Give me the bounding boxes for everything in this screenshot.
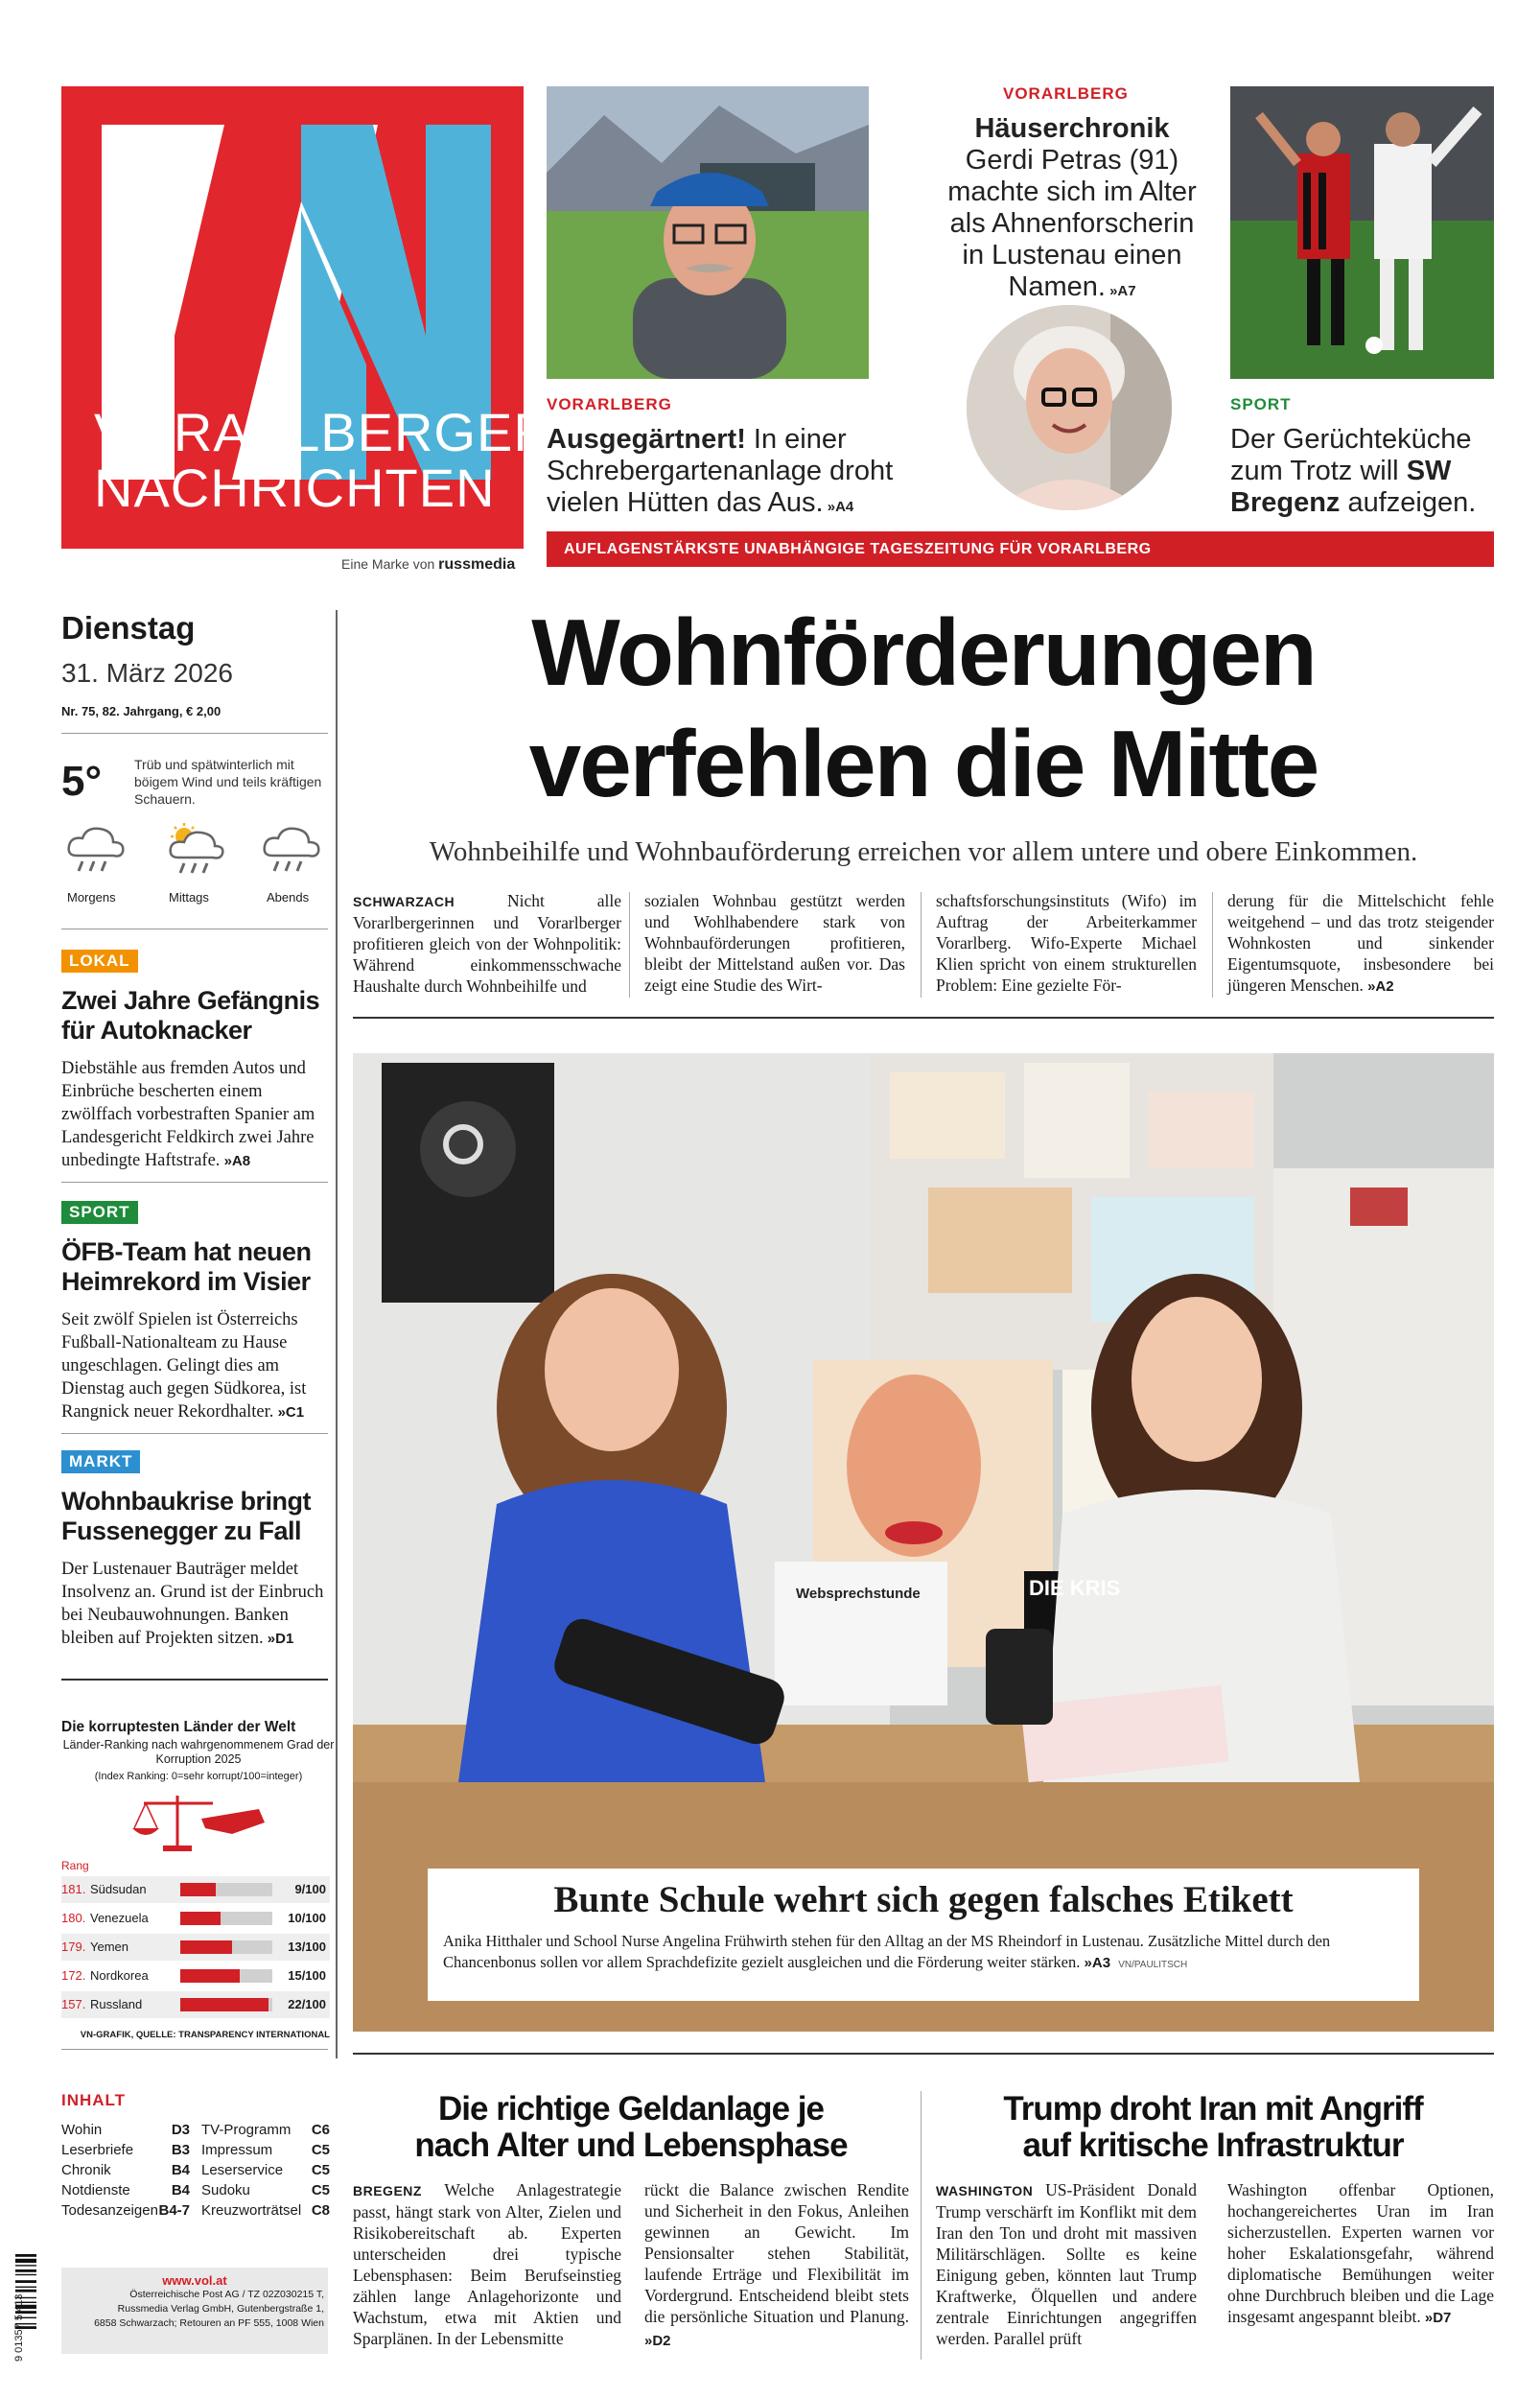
main-photo-school[interactable]: [353, 1053, 1494, 2032]
sun-rain-cloud-icon: [163, 823, 226, 877]
grandmother-photo-illustration: [967, 305, 1172, 510]
footer-box: [61, 2268, 328, 2354]
divider: [61, 733, 328, 734]
bribery-scale-icon: [125, 1790, 268, 1857]
chart-source: VN-GRAFIK, QUELLE: TRANSPARENCY INTERNATIONAL: [80, 2030, 330, 2040]
inhalt-label: TV-Programm: [201, 2122, 292, 2138]
section-tag-lokal: LOKAL: [61, 950, 138, 973]
chart-rank: 157.: [61, 1997, 86, 2011]
inhalt-row[interactable]: [61, 2160, 190, 2180]
markt-ref[interactable]: »D1: [263, 1631, 294, 1647]
chart-bar: [180, 1940, 232, 1954]
main-place: SCHWARZACH: [353, 894, 455, 909]
inhalt-left: [61, 2120, 190, 2221]
section-tag-sport: SPORT: [61, 1201, 138, 1224]
poster-text-websprechstunde: Websprechstunde: [796, 1586, 921, 1602]
chart-category-label: Nordkorea: [90, 1968, 149, 1983]
bottom-left-col1: [353, 2179, 621, 2349]
chart-row: [61, 1905, 330, 1932]
chart-rank: 172.: [61, 1968, 86, 1983]
date-date: 31. März 2026: [61, 658, 233, 688]
inhalt-right: [201, 2120, 330, 2221]
inhalt-label: Leserbriefe: [61, 2142, 134, 2158]
footer-line2: Russmedia Verlag GmbH, Gutenbergstraße 1,: [117, 2303, 324, 2315]
weather-temp: 5°: [61, 758, 103, 805]
chart-rank-label: Rang: [61, 1859, 89, 1872]
teaser3-body2: aufzeigen.: [1340, 487, 1477, 518]
inhalt-label: Sudoku: [201, 2182, 250, 2198]
teaser3-kicker: SPORT: [1230, 395, 1292, 413]
sport-ref[interactable]: »C1: [273, 1404, 305, 1421]
weather-slot-noon: Mittags: [169, 890, 209, 905]
inhalt-row[interactable]: [201, 2180, 330, 2200]
markt-text: [61, 1558, 332, 1651]
poster-text-krise: DIE KRIS: [1029, 1576, 1121, 1600]
chart-value-label: 9/100: [294, 1882, 326, 1896]
teaser-photo-grandmother[interactable]: [967, 305, 1172, 510]
photo-caption-text: Anika Hitthaler und School Nurse Angelina Frühwirth stehen für den Alltag an der MS Rheindorf in Lustenau. Zusätzliche Mittel durch den Chancenbonus sollen vor allem Sprachdefizite gezielt ausgleichen und die Förderung weiter stärken.: [443, 1932, 1331, 1971]
barcode-bar: [15, 2259, 36, 2263]
inhalt-page: B4: [171, 2162, 190, 2178]
brand-note-prefix: Eine Marke von: [341, 556, 435, 572]
main-headline-line2[interactable]: verfehlen die Mitte: [528, 711, 1318, 816]
chart-category-label: Yemen: [90, 1940, 128, 1954]
chart-value-label: 22/100: [288, 1997, 326, 2011]
chart-plot: [61, 1876, 330, 2020]
main-col4: [1227, 890, 1494, 998]
photo-ref[interactable]: »A3: [1080, 1955, 1111, 1971]
inhalt-row[interactable]: [201, 2140, 330, 2160]
chart-category-label: Venezuela: [90, 1911, 149, 1925]
sidebar-divider: [336, 610, 338, 2058]
barcode-bar: [15, 2265, 36, 2266]
vn-logo[interactable]: [61, 86, 553, 549]
barcode-bar: [15, 2287, 36, 2288]
bottom-right-headline[interactable]: [932, 2091, 1494, 2164]
sport-text: [61, 1308, 332, 1424]
photo-headline[interactable]: Bunte Schule wehrt sich gegen falsches Etikett: [553, 1879, 1294, 1920]
chart-title: Die korruptesten Länder der Welt: [61, 1719, 296, 1735]
bottom-right-col2-text: Washington offenbar Optionen, hochangereichertes Uran im Iran sicherzustellen. Experten warnen vor hoher Eskalationsgefahr, während diplomatische Bemühungen weiter ohne Durchbruch bleiben und die Lage insgesamt angespannt bleibt.: [1227, 2180, 1494, 2326]
teaser2-ref: »A7: [1105, 283, 1136, 299]
bottom-left-headline2: nach Alter und Lebensphase: [414, 2127, 848, 2164]
inhalt-row[interactable]: [61, 2140, 190, 2160]
teaser-photo-gardener[interactable]: [547, 86, 869, 379]
column-rule: [921, 2091, 922, 2360]
bottom-left-col2: [644, 2179, 909, 2352]
chart-row: [61, 1876, 330, 1903]
teaser1-bold: Ausgegärtnert!: [547, 424, 746, 455]
gardener-photo-illustration: [547, 86, 869, 379]
inhalt-row[interactable]: [61, 2120, 190, 2140]
bottom-left-headline1: Die richtige Geldanlage je: [438, 2090, 824, 2128]
inhalt-row[interactable]: [201, 2120, 330, 2140]
footer-line3: 6858 Schwarzach; Retouren an PF 555, 1008 Wien: [94, 2317, 324, 2329]
chart-row: [61, 1963, 330, 1989]
bottom-right-headline1: Trump droht Iran mit Angriff: [1003, 2090, 1423, 2128]
chart-rank: 181.: [61, 1882, 86, 1896]
footer-url[interactable]: www.vol.at: [162, 2273, 227, 2288]
bottom-right-col2: [1227, 2179, 1494, 2329]
markt-headline[interactable]: Wohnbaukrise bringt Fussenegger zu Fall: [61, 1487, 312, 1545]
lokal-ref[interactable]: »A8: [220, 1153, 251, 1169]
inhalt-title: INHALT: [61, 2091, 127, 2109]
bottom-left-col1-text: Welche Anlagestrategie passt, hängt stark von Alter, Zielen und Risikobereitschaft ab. Experten unterscheiden drei typische Lebensphasen: Beim Berufseinstieg zählen lange Anlagehorizonte und Wachstum, etwa mit Aktien und Sparplänen. In der Lebensmitte: [353, 2180, 621, 2348]
chart-rank: 180.: [61, 1911, 86, 1925]
barcode-bar: [15, 2254, 36, 2257]
inhalt-label: Todesanzeigen: [61, 2202, 158, 2219]
main-col2: sozialen Wohnbau gestützt werden und Wohlhabendere stark von Wohnbauförderungen profitieren, bleibt der Mittelstand außen vor. Das zeigt eine Studie des Wirt-: [644, 891, 905, 995]
chart-value-label: 13/100: [288, 1940, 326, 1954]
weather-forecast: [61, 823, 330, 909]
divider: [353, 2053, 1494, 2055]
main-col4-text: derung für die Mittelschicht fehle weitgehend – und das trotz steigender Wohnkosten und sinkender Eigentumsquote, insbesondere bei jüngeren Menschen.: [1227, 891, 1494, 995]
teaser2-body: Gerdi Petras (91) machte sich im Alter als Ahnenforscherin in Lustenau einen Namen.: [947, 145, 1197, 302]
teaser2-text[interactable]: [942, 113, 1202, 307]
bottom-left-ref[interactable]: »D2: [644, 2333, 671, 2349]
barcode-bar: [15, 2290, 36, 2292]
inhalt-page: D3: [171, 2122, 190, 2138]
rain-cloud-icon: [65, 823, 128, 877]
lokal-headline[interactable]: Zwei Jahre Gefängnis für Autoknacker: [61, 986, 320, 1045]
divider: [353, 1017, 1494, 1019]
teaser1-body: In einer Schrebergartenanlage droht vielen Hütten das Aus.: [547, 424, 894, 518]
divider: [61, 2049, 328, 2050]
barcode-bar: [15, 2274, 36, 2275]
teaser-photo-football[interactable]: [1230, 86, 1494, 379]
inhalt-row[interactable]: [201, 2160, 330, 2180]
barcode-number: 9 01357 5 413: [13, 2293, 25, 2362]
inhalt-row[interactable]: [61, 2180, 190, 2200]
inhalt-page: C6: [311, 2122, 330, 2138]
section-tag-markt: MARKT: [61, 1450, 140, 1473]
weather-slot-morning: Morgens: [67, 890, 116, 905]
teaser2-bold: Häuserchronik: [974, 113, 1170, 144]
divider: [61, 1679, 328, 1681]
main-col3: schaftsforschungsinstituts (Wifo) im Auftrag der Arbeiterkammer Vorarlberg. Wifo-Experte Michael Klien spricht von einem strukturellen Problem: Eine gezielte För-: [936, 891, 1197, 995]
brand-note-name: russmedia: [438, 556, 516, 573]
barcode-bar: [15, 2269, 36, 2272]
logo-line2: NACHRICHTEN: [94, 458, 496, 518]
chart-bar: [180, 1912, 221, 1925]
teaser3-body1: Der Gerüchteküche zum Trotz will: [1230, 424, 1472, 486]
chart-category-label: Russland: [90, 1997, 143, 2011]
divider: [61, 1433, 328, 1434]
lokal-text: [61, 1057, 332, 1173]
inhalt-page: B4: [171, 2182, 190, 2198]
teaser2-kicker: VORARLBERG: [1003, 84, 1129, 103]
bottom-right-col1-text: US-Präsident Donald Trump verschärft im Konflikt mit dem Iran den Ton und droht mit massiven Militärschlägen. Sollte es keine Einigung geben, könnten laut Trump Kraftwerke, Ölquellen und andere zentrale Einrichtungen angegriffen werden. Parallel prüft: [936, 2180, 1197, 2348]
chart-rank: 179.: [61, 1940, 86, 1954]
teaser1-text[interactable]: [547, 424, 911, 523]
main-col1: [353, 890, 621, 997]
teaser3-bold: SW Bregenz: [1230, 456, 1452, 518]
barcode-bar: [15, 2280, 36, 2283]
bottom-right-place: WASHINGTON: [936, 2183, 1034, 2198]
main-col1-text: Nicht alle Vorarlbergerinnen und Vorarlberger profitieren gleich von der Wohnpolitik: Während einkommensschwache Haushalte durch Wohnbeihilfe und: [353, 891, 621, 996]
inhalt-label: Chronik: [61, 2162, 111, 2178]
rain-cloud-icon: [261, 823, 324, 877]
chart-note: (Index Ranking: 0=sehr korrupt/100=integer): [94, 1771, 303, 1782]
weather-text: Trüb und spätwinterlich mit böigem Wind und teils kräftigen Schauern.: [134, 757, 322, 807]
sport-body: Seit zwölf Spielen ist Österreichs Fußball-Nationalteam zu Hause ungeschlagen. Gelingt dies am Dienstag auch gegen Südkorea, ist Rangnick neuer Rekordhalter.: [61, 1310, 307, 1422]
chart-bar: [180, 1969, 240, 1983]
inhalt-page: C5: [311, 2182, 330, 2198]
inhalt-page: C5: [311, 2142, 330, 2158]
bottom-right-headline2: auf kritische Infrastruktur: [1022, 2127, 1404, 2164]
inhalt-label: Notdienste: [61, 2182, 130, 2198]
bottom-right-ref[interactable]: »D7: [1420, 2310, 1452, 2326]
column-rule: [921, 892, 922, 998]
chart-bar: [180, 1998, 268, 2011]
column-rule: [1212, 892, 1213, 998]
inhalt-page: C5: [311, 2162, 330, 2178]
lokal-body: Diebstähle aus fremden Autos und Einbrüche bescherten einem zwölffach vorbestraften Spanier am Landesgericht Feldkirch zwei Jahre unbedingte Haftstrafe.: [61, 1059, 315, 1170]
inhalt-row[interactable]: [61, 2200, 190, 2221]
photo-caption: [428, 1921, 1419, 1976]
bottom-left-headline[interactable]: [353, 2091, 909, 2164]
column-rule: [629, 892, 630, 998]
bottom-left-place: BREGENZ: [353, 2183, 422, 2198]
inhalt-page: B4-7: [158, 2202, 190, 2219]
chart-bar: [180, 1883, 216, 1896]
date-issue: Nr. 75, 82. Jahrgang, € 2,00: [61, 704, 222, 718]
inhalt-label: Kreuzworträtsel: [201, 2202, 302, 2219]
tagline-bar: AUFLAGENSTÄRKSTE UNABHÄNGIGE TAGESZEITUNG FÜR VORARLBERG: [547, 531, 1494, 567]
inhalt-label: Wohin: [61, 2122, 103, 2138]
football-photo-illustration: [1230, 86, 1494, 379]
photo-credit: VN/PAULITSCH: [1118, 1960, 1188, 1970]
main-subhead: Wohnbeihilfe und Wohnbauförderung erreichen vor allem untere und obere Einkommen.: [429, 836, 1418, 867]
brand-note: [341, 556, 515, 574]
chart-value-label: 10/100: [288, 1911, 326, 1925]
footer-line1: Österreichische Post AG / TZ 02Z030215 T,: [129, 2289, 324, 2300]
chart-value-label: 15/100: [288, 1968, 326, 1983]
inhalt-page: C8: [311, 2202, 330, 2219]
chart-row: [61, 1934, 330, 1961]
teaser1-ref: »A4: [823, 499, 854, 515]
bottom-left-col2-text: rückt die Balance zwischen Rendite und Sicherheit in den Fokus, Anleihen gewinnen an Gewicht. Im Pensionsalter stehen Stabilität, laufende Erträge und Flexibilität im Vordergrund. Entscheidend bleibt stets die persönliche Situation und Planung.: [644, 2180, 909, 2326]
chart-category-label: Südsudan: [90, 1882, 147, 1896]
bottom-right-col1: [936, 2179, 1197, 2349]
markt-body: Der Lustenauer Bauträger meldet Insolvenz an. Grund ist der Einbruch bei Neubauwohnungen. Banken bleiben auf Projekten sitzen.: [61, 1560, 324, 1648]
main-headline-line1[interactable]: Wohnförderungen: [531, 600, 1316, 705]
inhalt-label: Leserservice: [201, 2162, 284, 2178]
sport-headline[interactable]: ÖFB-Team hat neuen Heimrekord im Visier: [61, 1237, 312, 1296]
photo-caption-box: [428, 1869, 1419, 2001]
chart-subtitle: Länder-Ranking nach wahrgenommenem Grad der Korruption 2025: [62, 1738, 335, 1766]
weather-slot-evening: Abends: [267, 890, 310, 905]
divider: [61, 1182, 328, 1183]
inhalt-row[interactable]: [201, 2200, 330, 2221]
chart-row: [61, 1991, 330, 2018]
date-weekday: Dienstag: [61, 610, 196, 646]
teaser1-kicker: VORARLBERG: [547, 395, 672, 413]
inhalt-page: B3: [171, 2142, 190, 2158]
logo-line1: VORARLBERGER: [94, 402, 553, 462]
main-ref[interactable]: »A2: [1363, 978, 1394, 995]
inhalt-label: Impressum: [201, 2142, 273, 2158]
